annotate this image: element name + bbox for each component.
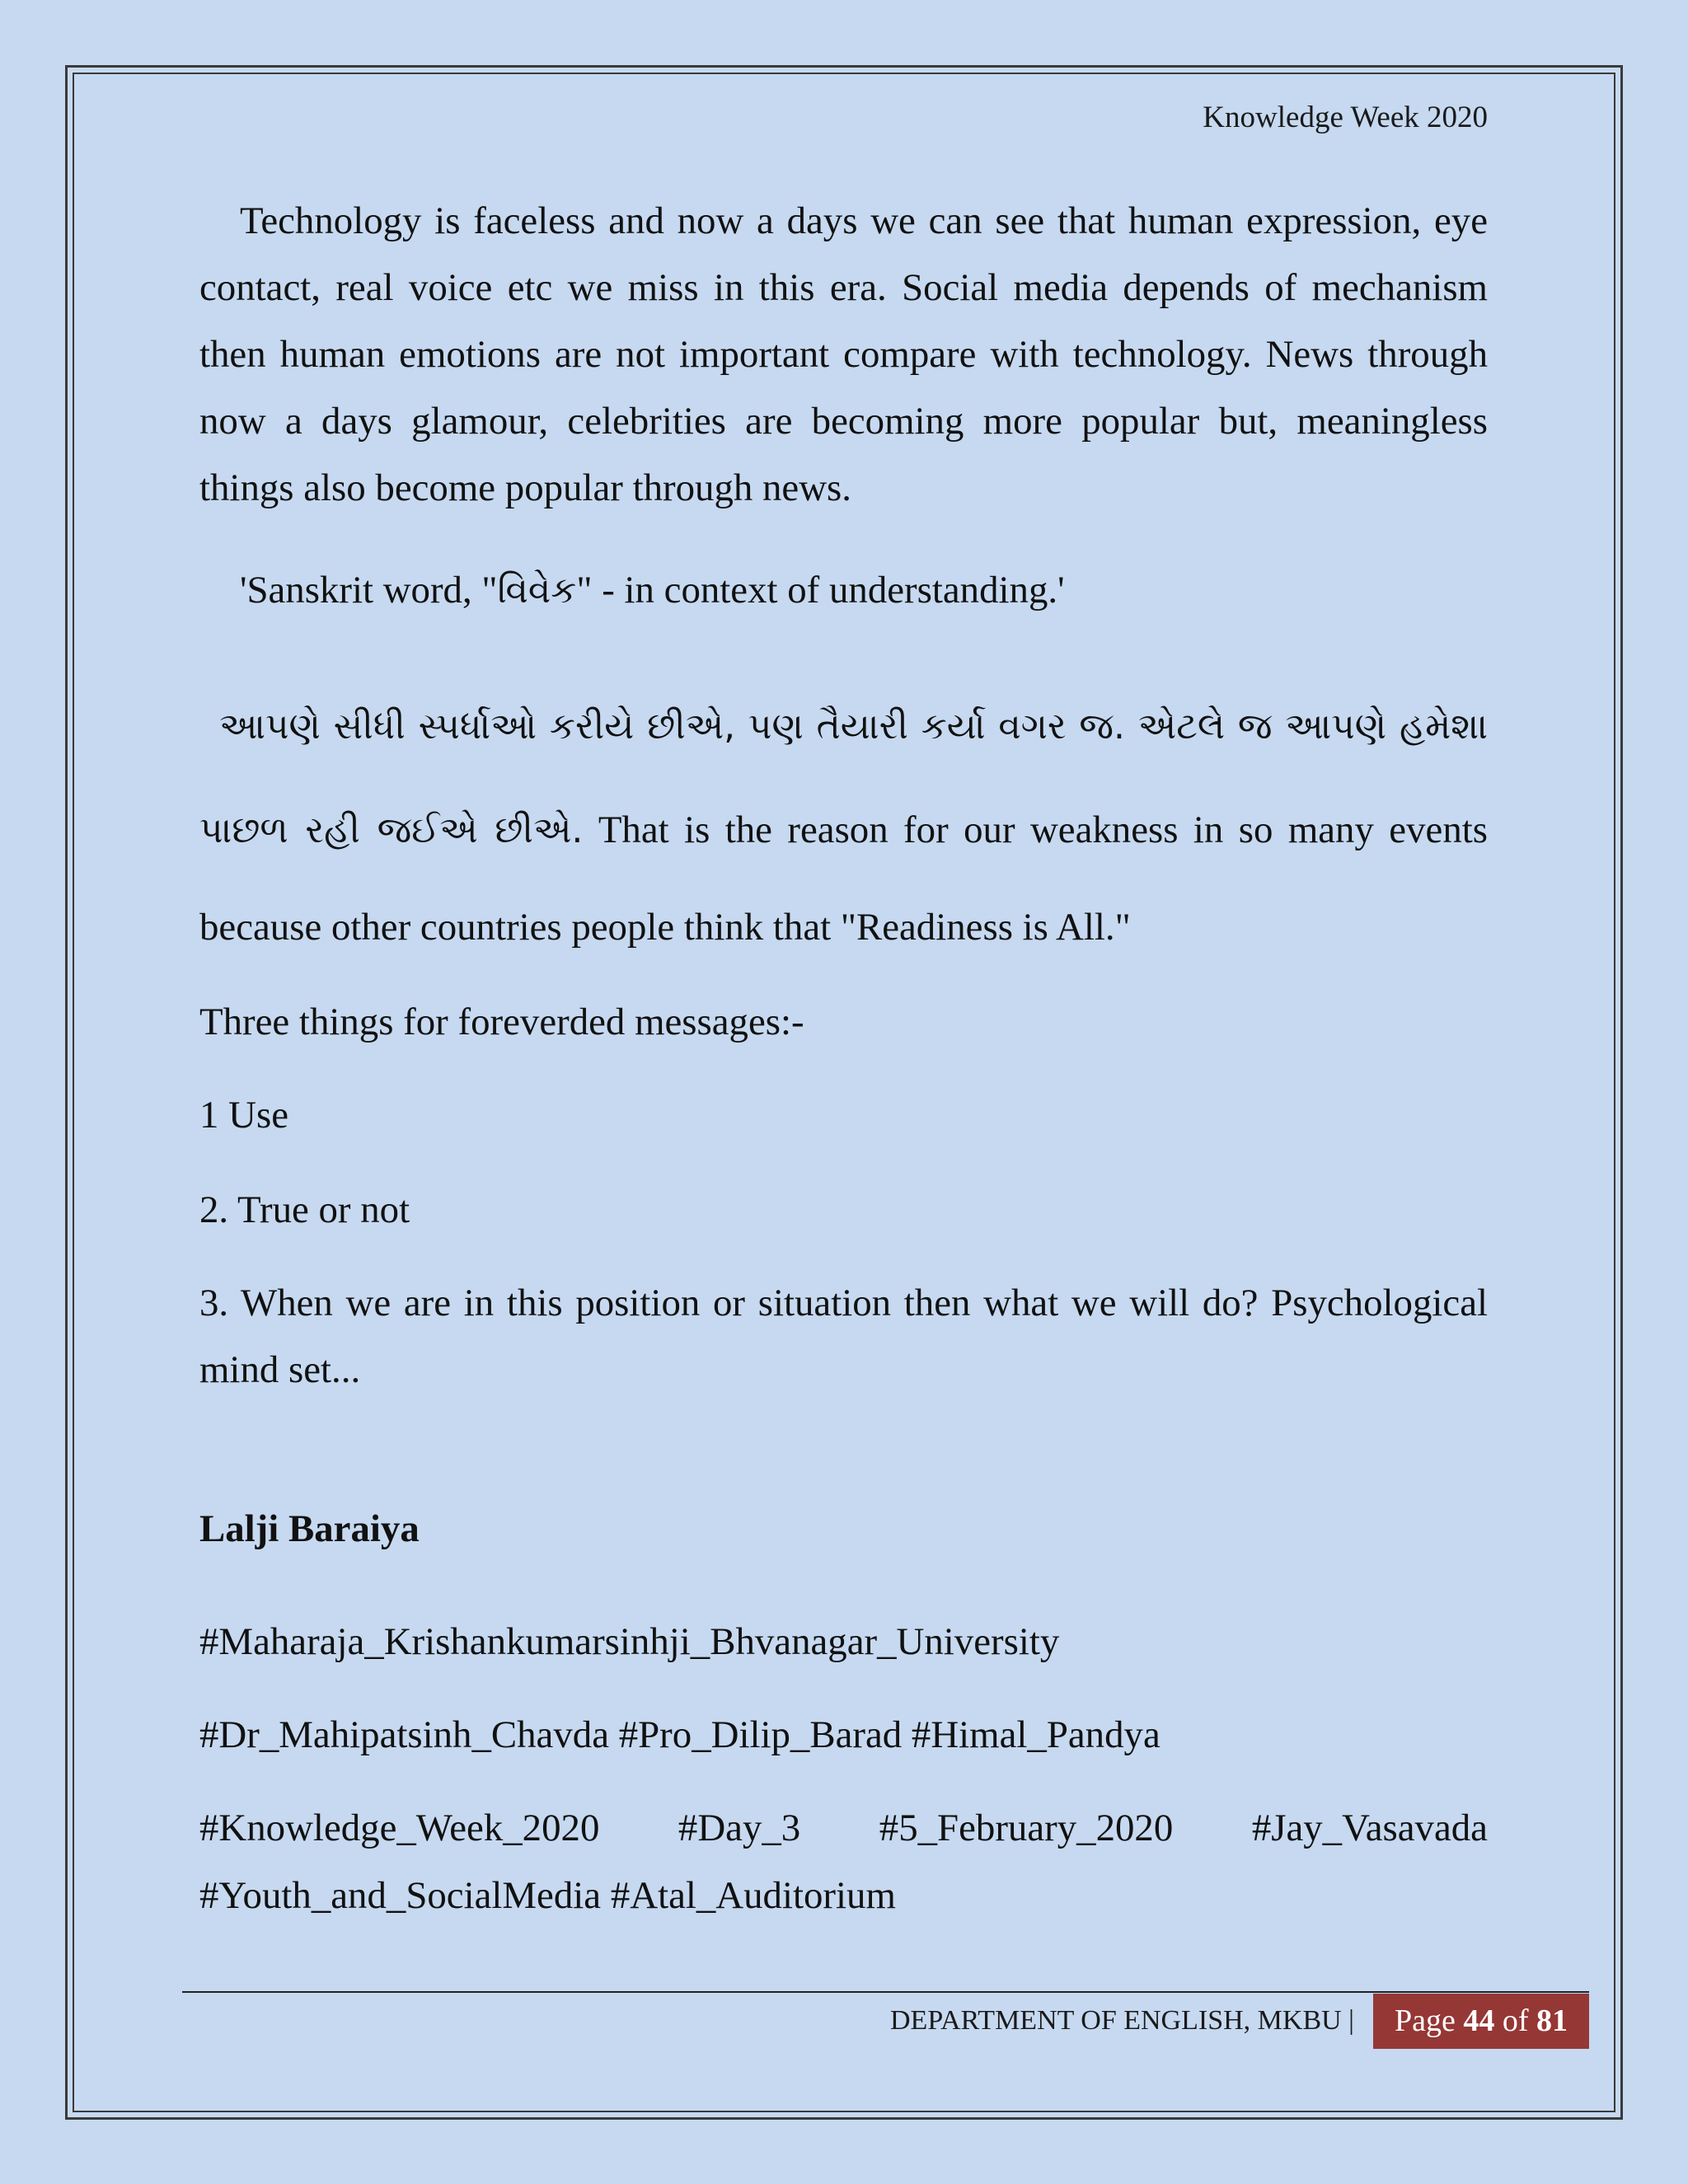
paragraph-line: contact, real voice etc we miss in this era. Social media depends of mechanism — [199, 266, 1488, 309]
page-of-word: of — [1502, 2004, 1529, 2038]
gujarati-text: આપણે સીધી સ્પર્ધાઓ કરીયે છીએ, પણ તૈયારી કર્યા વગર જ. એટલે જ આપણે હમેશા — [219, 705, 1488, 748]
list-item-3-continued: mind set... — [199, 1348, 361, 1391]
hashtag-line — [199, 1702, 1488, 1769]
list-intro: Three things for foreverded messages:- — [199, 1001, 804, 1043]
gujarati-word: વિવેક — [497, 569, 577, 612]
paragraph-line: now a days glamour, celebrities are becoming more popular but, meaningless — [199, 400, 1488, 443]
hashtag: #Himal_Pandya — [911, 1713, 1160, 1756]
paragraph-line: things also become popular through news. — [199, 466, 851, 509]
footer-department: DEPARTMENT OF ENGLISH, MKBU | — [890, 2005, 1354, 2036]
page-total: 81 — [1536, 2004, 1568, 2038]
paragraph-line: Technology is faceless and now a days we can see that human expression, eye — [240, 199, 1488, 242]
list-item-2: 2. True or not — [199, 1188, 410, 1231]
page-number-badge — [1373, 1994, 1589, 2049]
list-item-1: 1 Use — [199, 1094, 288, 1137]
page-word: Page — [1394, 2004, 1456, 2038]
hashtag: #Pro_Dilip_Barad — [618, 1713, 903, 1756]
paragraph-line: because other countries people think that "Readiness is All." — [199, 906, 1131, 949]
hashtag: #Maharaja_Krishankumarsinhji_Bhvanagar_University — [199, 1620, 1060, 1663]
hashtag-line — [199, 1609, 1488, 1675]
hashtag: #Atal_Auditorium — [610, 1874, 896, 1917]
author-name: Lalji Baraiya — [199, 1507, 420, 1550]
english-text: That is the reason for our weakness in so many events — [598, 808, 1488, 851]
hashtag-line — [199, 1863, 1488, 1929]
hashtag: #5_February_2020 — [879, 1807, 1174, 1849]
hashtag: #Knowledge_Week_2020 — [199, 1807, 600, 1849]
paragraph-line — [199, 797, 1488, 864]
hashtag: #Youth_and_SocialMedia — [199, 1874, 602, 1917]
sanskrit-note-suffix: " - in context of understanding.' — [576, 569, 1065, 612]
paragraph-line — [199, 693, 1488, 760]
hashtag: #Day_3 — [678, 1807, 801, 1849]
hashtag-line — [199, 1795, 1488, 1862]
hashtag: #Jay_Vasavada — [1251, 1807, 1488, 1849]
gujarati-text: પાછળ રહી જઈએ છીએ. — [199, 809, 584, 851]
footer-rule — [182, 1991, 1589, 1993]
sanskrit-note-prefix: 'Sanskrit word, " — [240, 569, 498, 612]
running-header: Knowledge Week 2020 — [1203, 101, 1488, 134]
sanskrit-note — [199, 557, 1488, 624]
hashtag: #Dr_Mahipatsinh_Chavda — [199, 1713, 609, 1756]
page-current: 44 — [1463, 2004, 1495, 2038]
list-item-3: 3. When we are in this position or situation then what we will do? Psychological — [199, 1282, 1488, 1324]
paragraph-line: then human emotions are not important compare with technology. News through — [199, 333, 1488, 376]
